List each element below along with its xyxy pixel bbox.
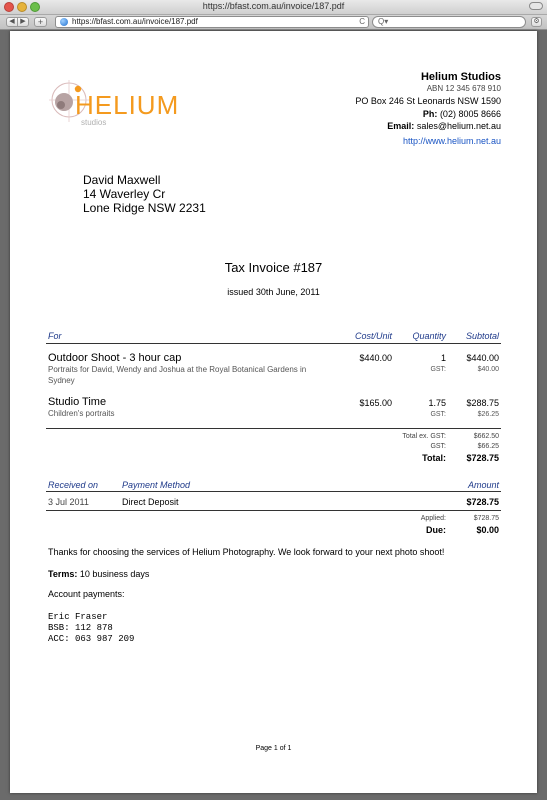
account-name: Eric Fraser (48, 612, 108, 622)
item-quantity: 1 (440, 353, 446, 363)
toolbar-toggle-button[interactable] (529, 2, 543, 10)
column-header-subtotal: Subtotal (465, 331, 499, 341)
forward-button[interactable]: ▶ (17, 17, 29, 27)
back-button[interactable]: ◀ (6, 17, 18, 27)
add-bookmark-button[interactable]: + (34, 17, 47, 27)
invoice-title: Tax Invoice #187 (224, 260, 323, 275)
browser-toolbar (0, 15, 547, 30)
reload-icon[interactable]: C (359, 17, 365, 26)
settings-gear-button[interactable]: ⚙ (531, 17, 542, 27)
total-gst-label: GST: (430, 443, 446, 450)
item-gst: $40.00 (477, 366, 499, 373)
due-label: Due: (426, 525, 446, 535)
item-gst-label: GST: (430, 366, 446, 373)
column-header-payment-method: Payment Method (122, 480, 191, 490)
due-value: $0.00 (476, 525, 499, 535)
window-title-bar (0, 0, 547, 15)
item-gst: $26.25 (477, 411, 499, 418)
item-subtotal: $440.00 (466, 353, 499, 363)
item-description: Portraits for David, Wendy and Joshua at the Royal Botanical Gardens in (48, 365, 307, 374)
terms-line (48, 569, 149, 579)
thank-you-note: Thanks for choosing the services of Helium Photography. We look forward to your next photo shoot! (48, 547, 445, 557)
company-name: Helium Studios (420, 71, 501, 83)
company-address: PO Box 246 St Leonards NSW 1590 (355, 96, 501, 106)
search-field[interactable] (372, 16, 526, 28)
item-title: Outdoor Shoot - 3 hour cap (48, 352, 182, 364)
pdf-page (10, 31, 537, 793)
column-header-amount: Amount (467, 480, 499, 490)
search-icon: Q▾ (378, 17, 389, 26)
column-header-received-on: Received on (48, 480, 99, 490)
item-cost: $440.00 (359, 353, 392, 363)
window-title: https://bfast.com.au/invoice/187.pdf (202, 1, 345, 11)
terms-label: Terms: (48, 569, 78, 579)
column-header-cost: Cost/Unit (354, 331, 392, 341)
payment-amount: $728.75 (466, 497, 499, 507)
logo-subtitle: studios (81, 118, 107, 127)
page-number: Page 1 of 1 (255, 745, 292, 752)
item-cost: $165.00 (359, 398, 392, 408)
recipient-city: Lone Ridge NSW 2231 (83, 201, 206, 215)
email-label: Email: (387, 121, 415, 131)
total-value: $728.75 (466, 453, 499, 463)
recipient-name: David Maxwell (83, 173, 161, 187)
item-quantity: 1.75 (428, 398, 446, 408)
payments-header-divider (46, 491, 501, 492)
company-website-link[interactable]: http://www.helium.net.au (402, 136, 501, 146)
items-header-divider (46, 343, 501, 344)
recipient-street: 14 Waverley Cr (83, 187, 166, 201)
column-header-for: For (48, 331, 62, 341)
payment-method: Direct Deposit (122, 497, 179, 507)
total-ex-gst-value: $662.50 (473, 433, 499, 440)
address-bar-url[interactable]: https://bfast.com.au/invoice/187.pdf (72, 17, 198, 26)
item-gst-label: GST: (430, 411, 446, 418)
phone-label: Ph: (422, 109, 438, 119)
account-payments-heading: Account payments: (48, 589, 125, 599)
item-description-continued: Sydney (48, 376, 75, 385)
address-bar[interactable] (55, 16, 369, 28)
company-phone-line (423, 109, 501, 119)
company-abn: ABN 12 345 678 910 (426, 84, 501, 93)
payment-date: 3 Jul 2011 (48, 497, 89, 507)
item-description: Children's portraits (48, 409, 115, 418)
terms-value: 10 business days (79, 569, 150, 579)
company-email[interactable]: sales@helium.net.au (416, 121, 501, 131)
items-footer-divider (46, 428, 501, 429)
applied-label: Applied: (420, 515, 446, 522)
total-label: Total: (422, 453, 446, 463)
company-phone: (02) 8005 8666 (439, 109, 501, 119)
account-bsb: BSB: 112 878 (48, 623, 113, 633)
item-subtotal: $288.75 (466, 398, 499, 408)
account-number: ACC: 063 987 209 (48, 634, 135, 644)
payments-footer-divider (46, 510, 501, 511)
globe-icon (60, 18, 68, 26)
helium-logo (47, 78, 180, 132)
total-gst-value: $66.25 (477, 443, 499, 450)
column-header-quantity: Quantity (412, 331, 446, 341)
applied-value: $728.75 (473, 515, 499, 522)
item-title: Studio Time (48, 396, 107, 408)
logo-wordmark: HELIUM (75, 90, 180, 120)
company-email-line (387, 121, 501, 131)
invoice-issued-date: issued 30th June, 2011 (227, 287, 320, 297)
total-ex-gst-label: Total ex. GST: (402, 433, 446, 440)
